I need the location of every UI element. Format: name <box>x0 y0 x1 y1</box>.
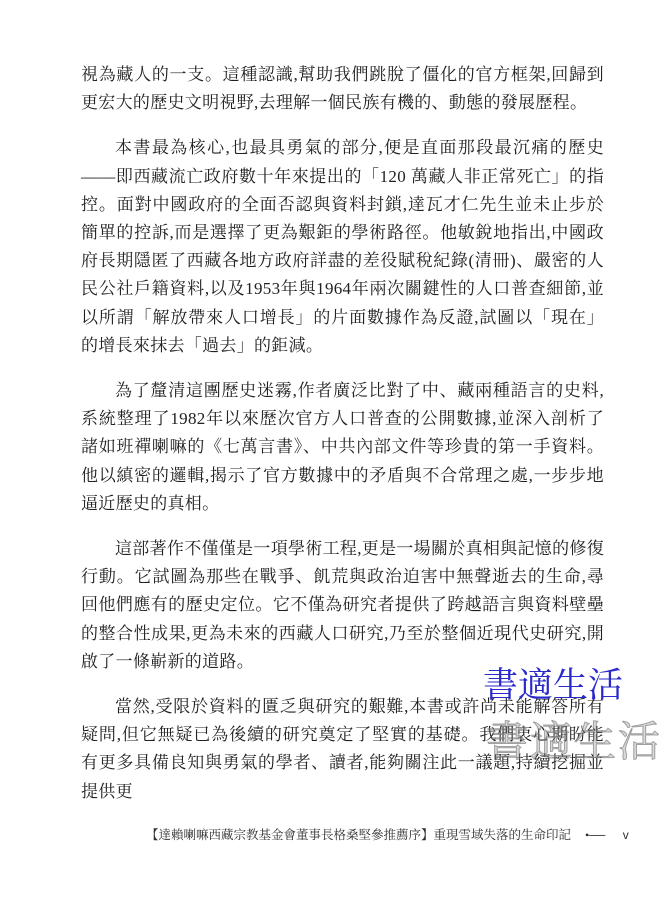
watermark-gray-outline: 書適生活 <box>486 720 663 766</box>
paragraph-closing: 當然,受限於資料的匱乏與研究的艱難,本書或許尚未能解答所有疑問,但它無疑已為後續的研究奠定了堅實的基礎。我們衷心期盼能有更多具備良知與勇氣的學者、讀者,能夠關注此一議題,持續挖掘並提供更 <box>81 697 604 801</box>
page-number: v <box>622 828 629 842</box>
paragraph-continuation: 視為藏人的一支。這種認識,幫助我們跳脫了僵化的官方框架,回歸到更宏大的歷史文明視野,去理解一個民族有機的、動態的發展歷程。 <box>81 65 604 113</box>
paragraph-methodology: 為了釐清這團歷史迷霧,作者廣泛比對了中、藏兩種語言的史料,系統整理了1982年以來歷次官方人口普查的公開數據,並深入剖析了諸如班禪喇嘛的《七萬言書》、中共內部文件等珍貴的第一手資料。他以縝密的邏輯,揭示了官方數據中的矛盾與不合常理之處,一步步地逼近歷史的真相。 <box>81 381 604 513</box>
preface-body-text <box>81 61 604 823</box>
page-footer <box>146 827 629 844</box>
paragraph-core-history: 本書最為核心,也最具勇氣的部分,便是直面那段最沉痛的歷史——即西藏流亡政府數十年來提出的「120 萬藏人非正常死亡」的指控。面對中國政府的全面否認與資料封鎖,達瓦才仁先生並未止步於簡單的控訴,而是選擇了更為艱鉅的學術路徑。他敏銳地指出,中國政府長期隱匿了西藏各地方政府詳盡的差役賦稅紀錄(清冊)、嚴密的人民公社戶籍資料,以及1953年與1964年兩次關鍵性的人口普查細節,並以所謂「解放帶來人口增長」的片面數據作為反證,試圖以「現在」的增長來抹去「過去」的鉅減。 <box>81 138 604 355</box>
footer-bullet-dash: •── <box>585 828 605 842</box>
watermark-blue: 書適生活 <box>483 666 624 705</box>
footer-running-title: 【達賴喇嘛西藏宗教基金會董事長格桑堅參推薦序】重現雪域失落的生命印記 <box>146 828 572 842</box>
paragraph-significance: 這部著作不僅僅是一項學術工程,更是一場關於真相與記憶的修復行動。它試圖為那些在戰爭、飢荒與政治迫害中無聲逝去的生命,尋回他們應有的歷史定位。它不僅為研究者提供了跨越語言與資料壁壘的整合性成果,更為未來的西藏人口研究,乃至於整個近現代史研究,開啟了一條嶄新的道路。 <box>81 539 604 671</box>
